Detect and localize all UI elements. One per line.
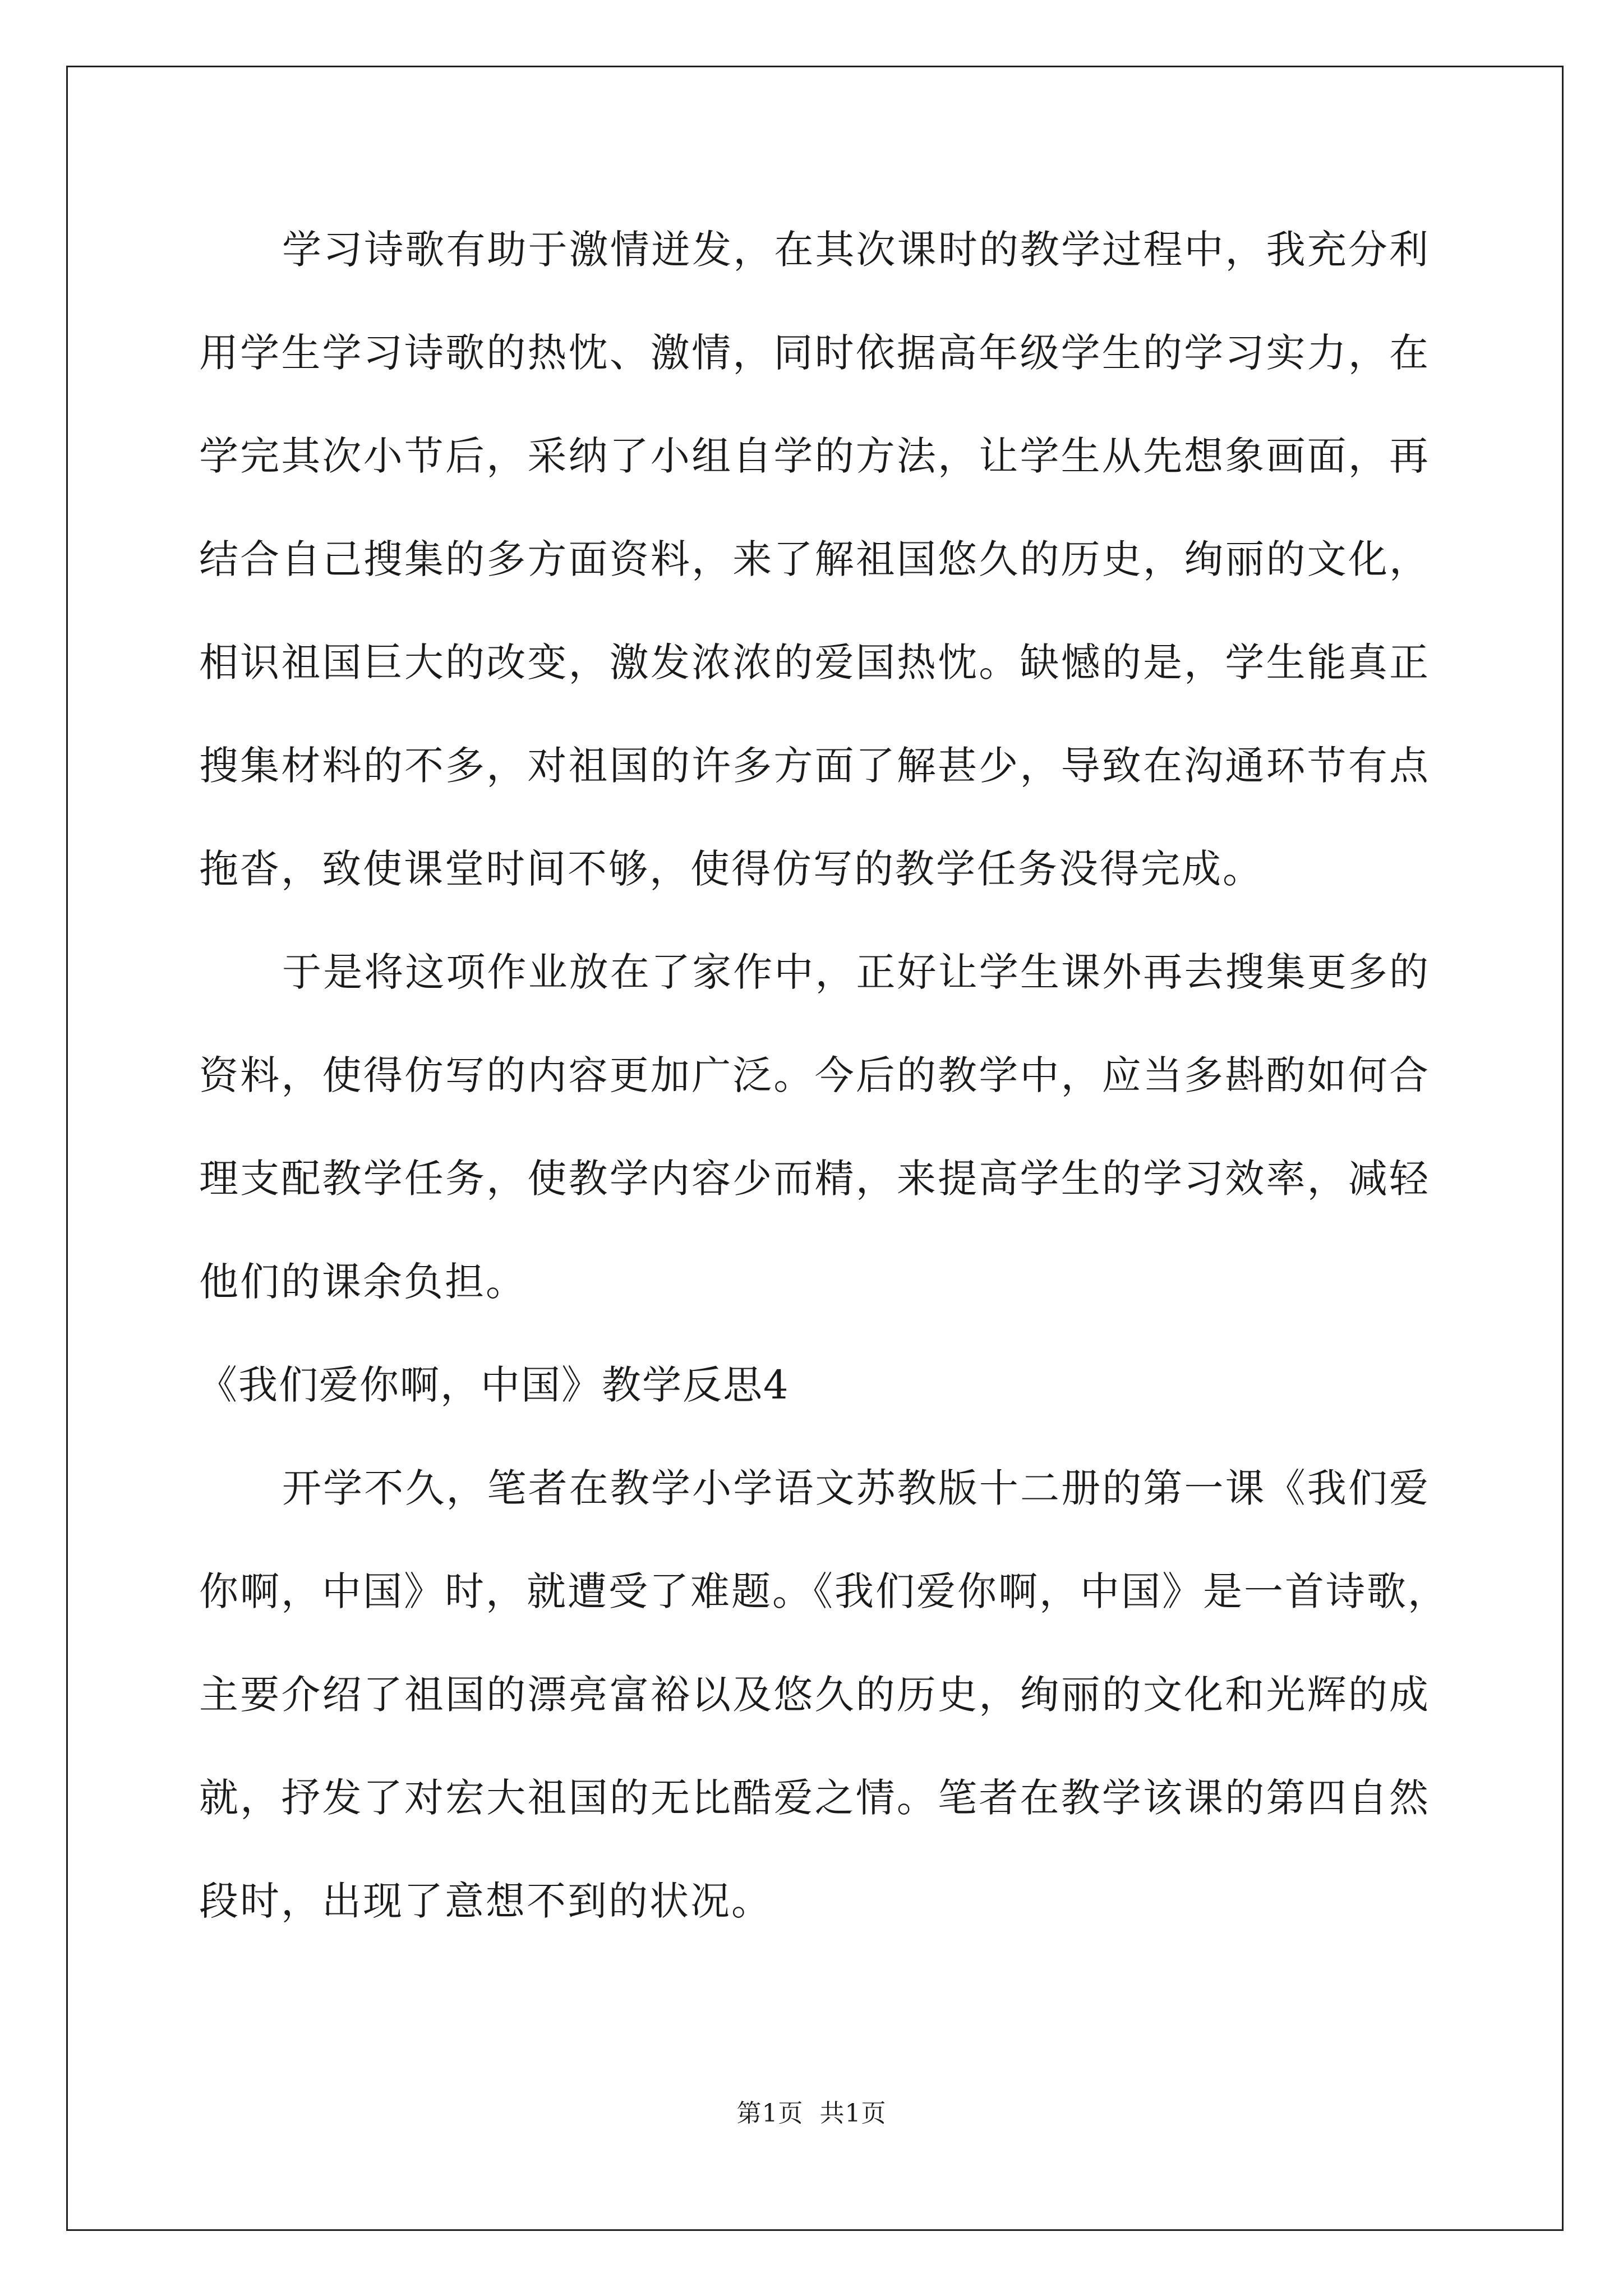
document-body [198, 208, 1449, 1962]
text-line: 用学生学习诗歌的热忱、激情，同时依据高年级学生的学习实力，在 [199, 330, 1430, 376]
text-line: 段时，出现了意想不到的状况。 [199, 1878, 772, 1924]
text-line: 搜集材料的不多，对祖国的许多方面了解甚少，导致在沟通环节有点 [199, 743, 1430, 789]
text-line: 主要介绍了祖国的漂亮富裕以及悠久的历史，绚丽的文化和光辉的成 [199, 1672, 1430, 1718]
text-line: 学习诗歌有助于激情迸发，在其次课时的教学过程中，我充分利 [282, 227, 1430, 273]
text-line: 就，抒发了对宏大祖国的无比酷爱之情。笔者在教学该课的第四自然 [199, 1775, 1430, 1821]
text-line: 于是将这项作业放在了家作中，正好让学生课外再去搜集更多的 [282, 949, 1430, 995]
text-line: 相识祖国巨大的改变，激发浓浓的爱国热忱。缺憾的是，学生能真正 [199, 639, 1430, 685]
section-heading: 《我们爱你啊，中国》教学反思4 [198, 1362, 790, 1408]
text-line: 拖沓，致使课堂时间不够，使得仿写的教学任务没得完成。 [199, 846, 1264, 892]
text-line: 他们的课余负担。 [199, 1259, 527, 1305]
text-line: 学完其次小节后，采纳了小组自学的方法，让学生从先想象画面，再 [199, 433, 1430, 479]
text-line: 理支配教学任务，使教学内容少而精，来提高学生的学习效率，减轻 [199, 1156, 1430, 1202]
text-line: 你啊，中国》时，就遭受了难题。《我们爱你啊，中国》是一首诗歌， [199, 1568, 1449, 1614]
text-line: 结合自己搜集的多方面资料，来了解祖国悠久的历史，绚丽的文化， [199, 536, 1430, 582]
text-line: 开学不久，笔者在教学小学语文苏教版十二册的第一课《我们爱 [282, 1465, 1430, 1511]
text-line: 资料，使得仿写的内容更加广泛。今后的教学中，应当多斟酌如何合 [199, 1052, 1430, 1098]
page-footer: 第1页 共1页 [736, 2099, 887, 2128]
